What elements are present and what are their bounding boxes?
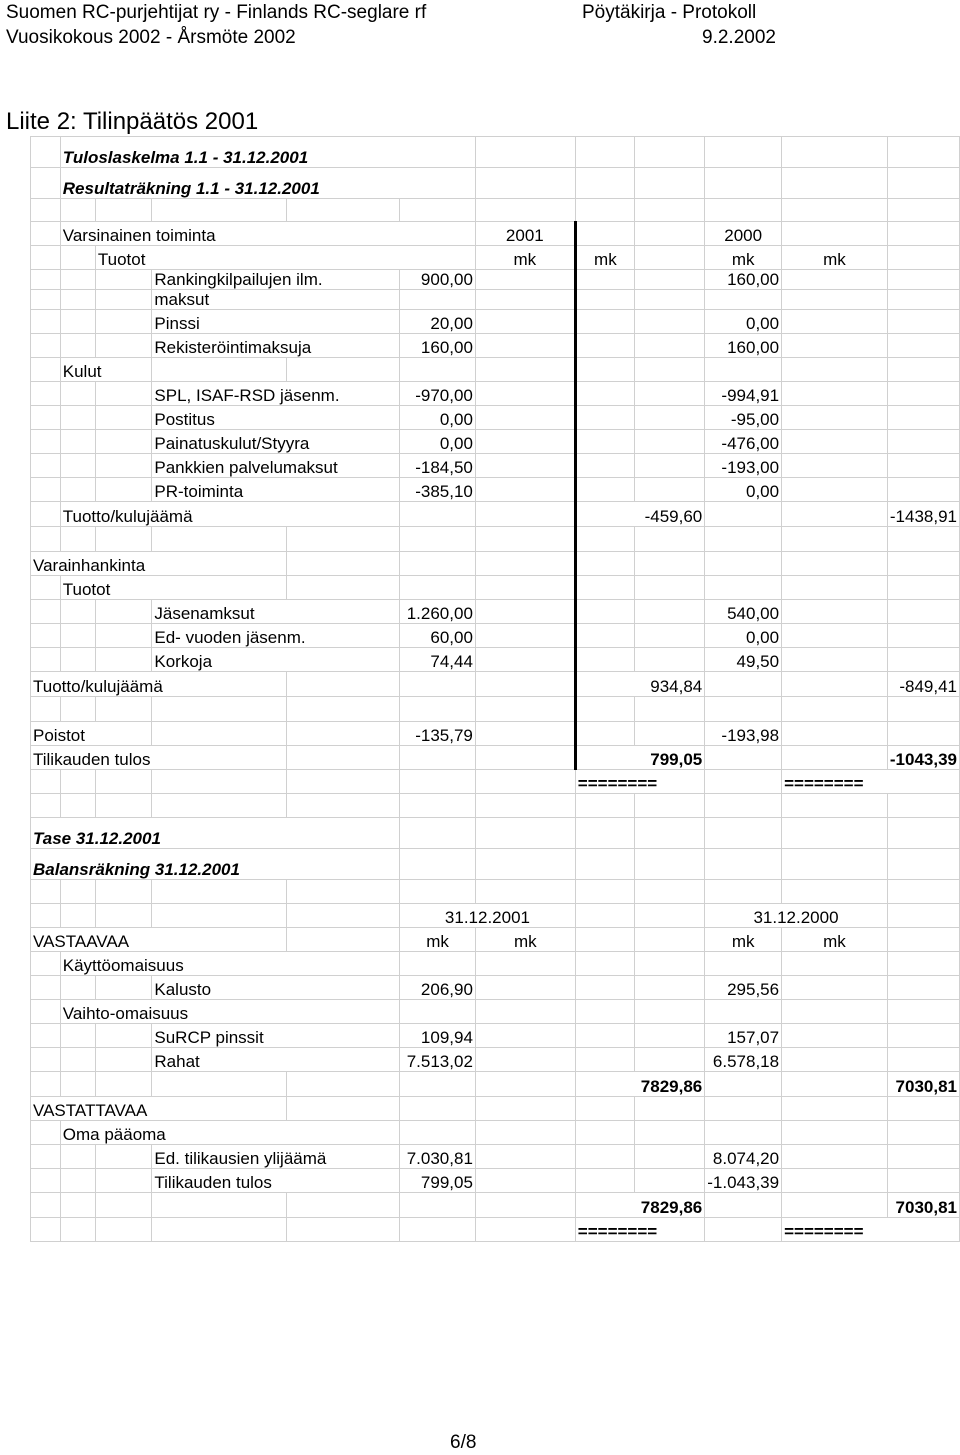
unit-mk: mk [514,932,537,951]
page-title: Liite 2: Tilinpäätös 2001 [6,108,259,135]
value-2000: 160,00 [727,338,780,357]
value-2001: -385,10 [415,482,473,501]
equals-line: ======== [577,1222,658,1241]
table-row [31,624,960,648]
table-row [31,358,960,382]
table-row [31,976,960,1000]
row-label: Jäsenamksut [154,604,255,623]
row-label: Ed- vuoden jäsenm. [154,628,306,647]
value-2001: 799,05 [420,1173,473,1192]
row-label: Rankingkilpailujen ilm. [154,270,323,289]
kulut-label: Kulut [62,362,102,381]
value-2001: 7.513,02 [406,1052,473,1071]
value-2000: 6.578,18 [712,1052,780,1071]
table-row [31,794,960,818]
row-label: Tilikauden tulos [154,1173,272,1192]
date-2001-label: 31.12.2001 [444,908,531,927]
tulos-2000: -1043,39 [889,750,957,769]
table-row [31,406,960,430]
value-2001: 74,44 [430,652,473,671]
value-2000: -193,00 [721,458,780,477]
value-2001: 60,00 [430,628,473,647]
header-org: Suomen RC-purjehtijat ry - Finlands RC-seglare rf [6,2,427,23]
table-row [31,222,960,246]
table-row [31,1024,960,1048]
table-row [31,648,960,672]
row-label: SuRCP pinssit [154,1028,264,1047]
value-2000: 0,00 [746,314,780,333]
section-varainhankinta: Varainhankinta [33,556,146,575]
table-row [31,770,960,794]
year-2001-label: 2001 [505,226,544,245]
header-doc-type: Pöytäkirja - Protokoll [582,2,757,23]
equals-line: ======== [577,774,658,793]
section-varsinainen-toiminta: Varsinainen toiminta [62,226,216,245]
table-row [31,527,960,552]
table-row [31,552,960,576]
value-2000: -1.043,39 [707,1173,780,1192]
value-2001: 206,90 [420,980,473,999]
income-title-fi: Tuloslaskelma 1.1 - 31.12.2001 [62,148,309,167]
value-2001: 1.260,00 [406,604,473,623]
value-2000: 157,07 [727,1028,780,1047]
financial-statement-table [30,136,960,1242]
value-2000: 295,56 [727,980,780,999]
table-row [31,746,960,770]
value-2001: 0,00 [439,434,473,453]
date-2000-label: 31.12.2000 [753,908,839,927]
unit-mk: mk [594,250,617,269]
table-row [31,576,960,600]
current-assets-label: Vaihto-omaisuus [62,1004,189,1023]
result-label: Tuotto/kulujäämä [33,677,163,696]
table-row [31,310,960,334]
table-row [31,137,960,168]
unit-mk: mk [823,250,846,269]
value-2000: 0,00 [746,482,780,501]
value-2001: 7.030,81 [406,1149,473,1168]
unit-mk: mk [823,932,846,951]
table-row [31,290,960,310]
table-row [31,1145,960,1169]
value-2001: -184,50 [415,458,473,477]
table-row [31,1218,960,1242]
value-2001: 20,00 [430,314,473,333]
value-2000: 8.074,20 [712,1149,780,1168]
balance-title-sv: Balansräkning 31.12.2001 [33,860,240,879]
liabilities-label: VASTATTAVAA [33,1101,148,1120]
result-2001: 934,84 [650,677,703,696]
table-row [31,199,960,222]
unit-mk: mk [513,250,537,269]
header-meeting: Vuosikokous 2002 - Årsmöte 2002 [6,27,296,48]
table-row [31,270,960,290]
table-row [31,722,960,746]
row-label: Pankkien palvelumaksut [154,458,338,477]
row-label: SPL, ISAF-RSD jäsenm. [154,386,340,405]
table-row [31,904,960,928]
value-2000: 49,50 [736,652,780,671]
table-row [31,382,960,406]
value-2001: 160,00 [420,338,473,357]
table-row [31,600,960,624]
page-number: 6/8 [450,1432,477,1453]
tuotot-label: Tuotot [97,250,146,269]
table-row [31,246,960,270]
table-row [31,1193,960,1218]
table-row [31,1121,960,1145]
table-row [31,1000,960,1024]
result-2000: -849,41 [899,677,957,696]
value-2000: 160,00 [727,270,780,289]
row-label: Kalusto [154,980,212,999]
value-2000: -994,91 [721,386,780,405]
row-label: Ed. tilikausien ylijäämä [154,1149,327,1168]
value-2000: 540,00 [727,604,780,623]
liabilities-total-2000: 7030,81 [895,1198,957,1217]
balance-title-fi: Tase 31.12.2001 [33,829,161,848]
row-label: Korkoja [154,652,213,671]
tilikauden-tulos-label: Tilikauden tulos [33,750,151,769]
assets-total-2001: 7829,86 [640,1077,703,1096]
row-label: Rahat [154,1052,200,1071]
assets-total-2000: 7030,81 [895,1077,957,1096]
unit-mk: mk [731,250,755,269]
table-row [31,1169,960,1193]
table-row [31,502,960,527]
value-2000: -476,00 [721,434,780,453]
poistot-2000: -193,98 [721,726,780,745]
table-row [31,1097,960,1121]
fixed-assets-label: Käyttöomaisuus [62,956,184,975]
unit-mk: mk [426,932,449,951]
value-2000: -95,00 [730,410,780,429]
value-2001: -970,00 [415,386,473,405]
table-row [31,454,960,478]
table-row [31,168,960,199]
equals-line: ======== [784,1222,864,1241]
table-row [31,334,960,358]
income-title-sv: Resultaträkning 1.1 - 31.12.2001 [62,179,320,198]
table-row [31,818,960,849]
assets-label: VASTAAVAA [33,932,130,951]
table-row [31,697,960,722]
table-row [31,430,960,454]
table-row [31,880,960,904]
table-row [31,849,960,880]
table-row [31,952,960,976]
table-row [31,478,960,502]
equals-line: ======== [784,774,864,793]
table-row [31,1048,960,1072]
poistot-label: Poistot [33,726,85,745]
poistot-2001: -135,79 [415,726,473,745]
value-2000: 0,00 [746,628,780,647]
row-label: Rekisteröintimaksuja [154,338,312,357]
result-label: Tuotto/kulujäämä [62,507,193,526]
equity-label: Oma pääoma [62,1125,166,1144]
result-2001: -459,60 [644,507,703,526]
row-label: Painatuskulut/Styyra [154,434,310,453]
value-2001: 900,00 [420,270,473,289]
unit-mk: mk [731,932,755,951]
row-label: Pinssi [154,314,200,333]
tulos-2001: 799,05 [650,750,703,769]
value-2001: 109,94 [420,1028,473,1047]
row-label: PR-toiminta [154,482,244,501]
table-row [31,1072,960,1097]
row-label-cont: maksut [154,290,210,309]
result-2000: -1438,91 [889,507,957,526]
header-date: 9.2.2002 [702,27,776,48]
table-row [31,672,960,697]
liabilities-total-2001: 7829,86 [640,1198,703,1217]
row-label: Postitus [154,410,215,429]
table-row [31,928,960,952]
year-2000-label: 2000 [724,226,763,245]
value-2001: 0,00 [439,410,473,429]
tuotot-label: Tuotot [62,580,111,599]
